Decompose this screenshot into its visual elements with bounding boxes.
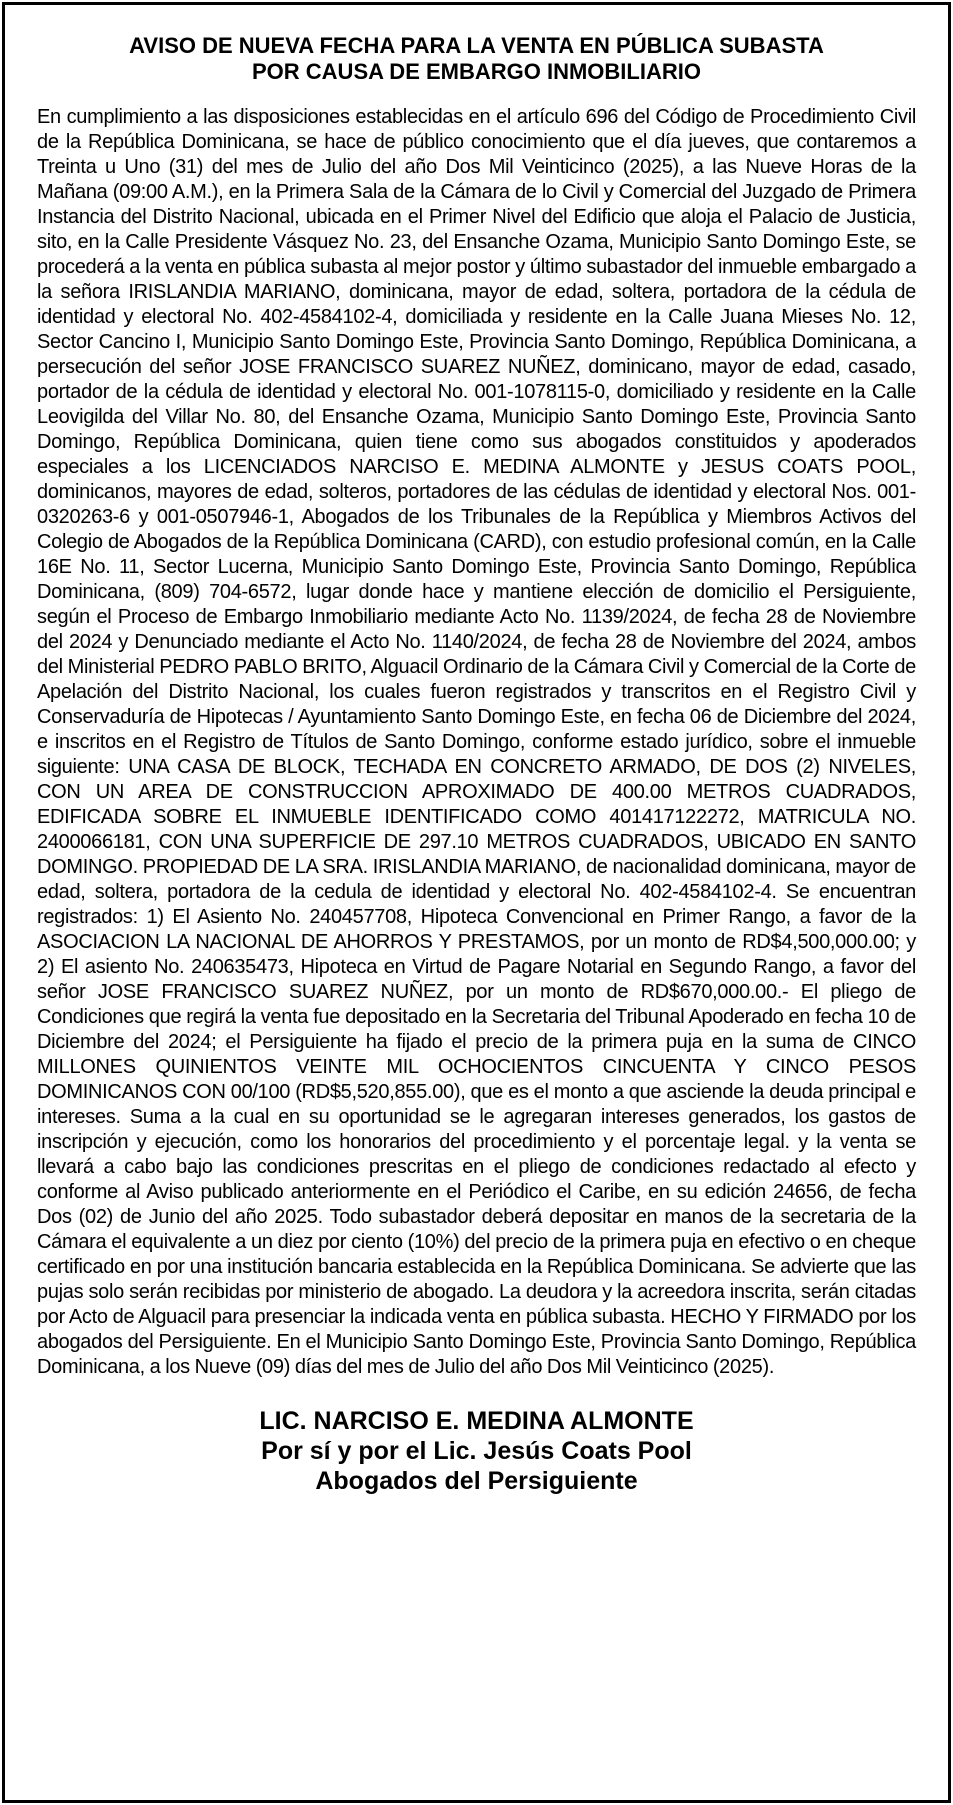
signature-role: Abogados del Persiguiente (315, 1467, 638, 1495)
signature-on-behalf: Por sí y por el Lic. Jesús Coats Pool (261, 1437, 692, 1465)
notice-title (37, 33, 916, 85)
title-line-2: POR CAUSA DE EMBARGO INMOBILIARIO (252, 59, 701, 84)
signature-block (37, 1406, 916, 1496)
signature-name: LIC. NARCISO E. MEDINA ALMONTE (259, 1407, 694, 1435)
title-line-1: AVISO DE NUEVA FECHA PARA LA VENTA EN PÚBLICA SUBASTA (129, 33, 824, 58)
legal-notice (2, 2, 951, 1803)
notice-body: En cumplimiento a las disposiciones establecidas en el artículo 696 del Código de Procedimiento Civil de la República Dominicana, se hace de público conocimiento que el día jueves, que contaremos a Treinta u Uno (31) del mes de Julio del año Dos Mil Veinticinco (2025), a las Nueve Horas de la Mañana (09:00 A.M.), en la Primera Sala de la Cámara de lo Civil y Comercial del Juzgado de Primera Instancia del Distrito Nacional, ubicada en el Primer Nivel del Edificio que aloja el Palacio de Justicia, sito, en la Calle Presidente Vásquez No. 23, del Ensanche Ozama, Municipio Santo Domingo Este, se procederá a la venta en pública subasta al mejor postor y último subastador del inmueble embargado a la señora IRISLANDIA MARIANO, dominicana, mayor de edad, soltera, portadora de la cédula de identidad y electoral No. 402-4584102-4, domiciliada y residente en la Calle Juana Mieses No. 12, Sector Cancino I, Municipio Santo Domingo Este, Provincia Santo Domingo, República Dominicana, a persecución del señor JOSE FRANCISCO SUAREZ NUÑEZ, dominicano, mayor de edad, casado, portador de la cédula de identidad y electoral No. 001-1078115-0, domiciliado y residente en la Calle Leovigilda del Villar No. 80, del Ensanche Ozama, Municipio Santo Domingo Este, Provincia Santo Domingo, República Dominicana, quien tiene como sus abogados constituidos y apoderados especiales a los LICENCIADOS NARCISO E. MEDINA ALMONTE y JESUS COATS POOL, dominicanos, mayores de edad, solteros, portadores de las cédulas de identidad y electoral Nos. 001-0320263-6 y 001-0507946-1, Abogados de los Tribunales de la República y Miembros Activos del Colegio de Abogados de la República Dominicana (CARD), con estudio profesional común, en la Calle 16E No. 11, Sector Lucerna, Municipio Santo Domingo Este, Provincia Santo Domingo, República Dominicana, (809) 704-6572, lugar donde hace y mantiene elección de domicilio el Persiguiente, según el Proceso de Embargo Inmobiliario mediante Acto No. 1139/2024, de fecha 28 de Noviembre del 2024 y Denunciado mediante el Acto No. 1140/2024, de fecha 28 de Noviembre del 2024, ambos del Ministerial PEDRO PABLO BRITO, Alguacil Ordinario de la Cámara Civil y Comercial de la Corte de Apelación del Distrito Nacional, los cuales fueron registrados y transcritos en el Registro Civil y Conservaduría de Hipotecas / Ayuntamiento Santo Domingo Este, en fecha 06 de Diciembre del 2024, e inscritos en el Registro de Títulos de Santo Domingo, conforme estado jurídico, sobre el inmueble siguiente: UNA CASA DE BLOCK, TECHADA EN CONCRETO ARMADO, DE DOS (2) NIVELES, CON UN AREA DE CONSTRUCCION APROXIMADO DE 400.00 METROS CUADRADOS, EDIFICADA SOBRE EL INMUEBLE IDENTIFICADO COMO 401417122272, MATRICULA NO. 2400066181, CON UNA SUPERFICIE DE 297.10 METROS CUADRADOS, UBICADO EN SANTO DOMINGO. PROPIEDAD DE LA SRA. IRISLANDIA MARIANO, de nacionalidad dominicana, mayor de edad, soltera, portadora de la cedula de identidad y electoral No. 402-4584102-4. Se encuentran registrados: 1) El Asiento No. 240457708, Hipoteca Convencional en Primer Rango, a favor de la ASOCIACION LA NACIONAL DE AHORROS Y PRESTAMOS, por un monto de RD$4,500,000.00; y 2) El asiento No. 240635473, Hipoteca en Virtud de Pagare Notarial en Segundo Rango, a favor del señor JOSE FRANCISCO SUAREZ NUÑEZ, por un monto de RD$670,000.00.- El pliego de Condiciones que regirá la venta fue depositado en la Secretaria del Tribunal Apoderado en fecha 10 de Diciembre del 2024; el Persiguiente ha fijado el precio de la primera puja en la suma de CINCO MILLONES QUINIENTOS VEINTE MIL OCHOCIENTOS CINCUENTA Y CINCO PESOS DOMINICANOS CON 00/100 (RD$5,520,855.00), que es el monto a que asciende la deuda principal e intereses. Suma a la cual en su oportunidad se le agregaran intereses generados, los gastos de inscripción y ejecución, como los honorarios del procedimiento y el porcentaje legal. y la venta se llevará a cabo bajo las condiciones prescritas en el pliego de condiciones redactado al efecto y conforme al Aviso publicado anteriormente en el Periódico el Caribe, en su edición 24656, de fecha Dos (02) de Junio del año 2025. Todo subastador deberá depositar en manos de la secretaria de la Cámara el equivalente a un diez por ciento (10%) del precio de la primera puja en efectivo o en cheque certificado en por una institución bancaria establecida en la República Dominicana. Se advierte que las pujas solo serán recibidas por ministerio de abogado. La deudora y la acreedora inscrita, serán citadas por Acto de Alguacil para presenciar la indicada venta en pública subasta. HECHO Y FIRMADO por los abogados del Persiguiente. En el Municipio Santo Domingo Este, Provincia Santo Domingo, República Dominicana, a los Nueve (09) días del mes de Julio del año Dos Mil Veinticinco (2025). (37, 106, 916, 1378)
